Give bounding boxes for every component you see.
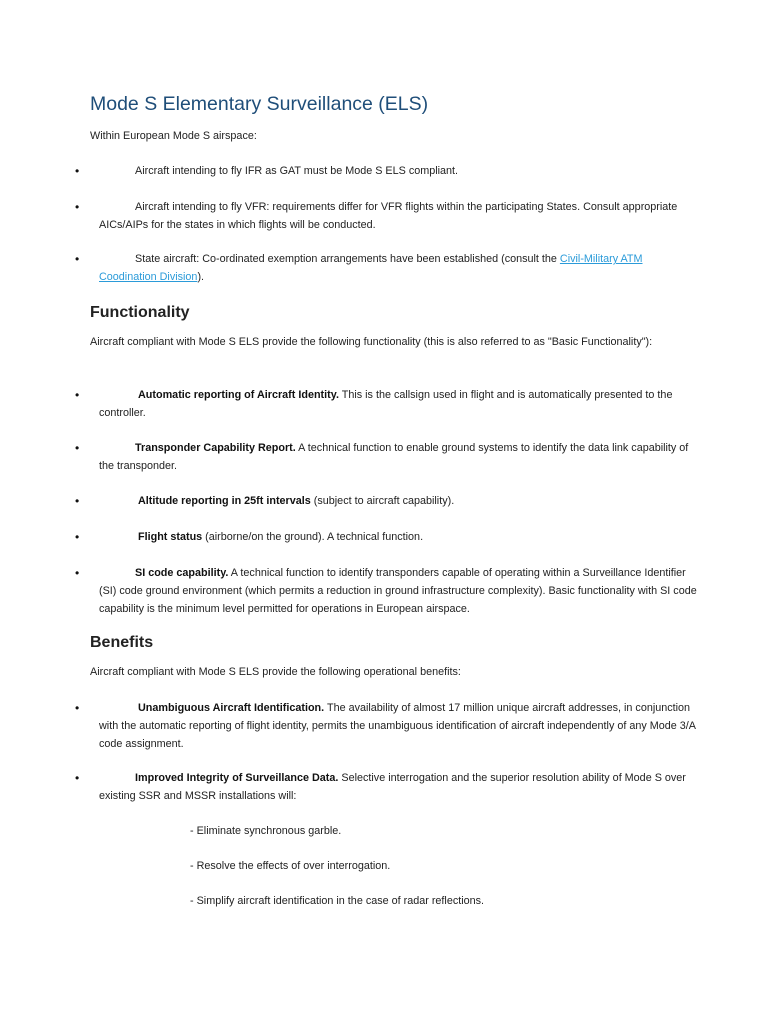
bullet-icon: •	[75, 530, 80, 544]
intro-text: Within European Mode S airspace:	[90, 130, 257, 142]
list-item: Altitude reporting in 25ft intervals (subject to aircraft capability).	[138, 495, 455, 507]
bullet-icon: •	[75, 566, 80, 580]
list-item: SI code capability. A technical function to identify transponders capable of operating within a Surveillance Identifier (SI) code ground environment (which permits a reduction in ground infrastructure complexity). Basic functionality with SI code capability is the minimum level permitted for operations in European airspace.	[99, 567, 697, 615]
list-item: Aircraft intending to fly VFR: requirements differ for VFR flights within the participating States. Consult appropriate AICs/AIPs for the states in which flights will be conducted.	[99, 201, 678, 231]
bullet-icon: •	[75, 164, 80, 178]
bullet-icon: •	[75, 494, 80, 508]
list-item: Automatic reporting of Aircraft Identity. This is the callsign used in flight and is automatically presented to the controller.	[99, 389, 673, 419]
list-item: Aircraft intending to fly IFR as GAT must be Mode S ELS compliant.	[135, 165, 459, 177]
sub-item: - Eliminate synchronous garble.	[190, 825, 342, 837]
bullet-icon: •	[75, 252, 80, 266]
page-title: Mode S Elementary Surveillance (ELS)	[90, 93, 429, 115]
sub-item: - Resolve the effects of over interrogation.	[190, 860, 391, 872]
list-item: Flight status (airborne/on the ground). A technical function.	[138, 531, 424, 543]
bullet-icon: •	[75, 771, 80, 785]
benefits-intro: Aircraft compliant with Mode S ELS provide the following operational benefits:	[90, 666, 461, 678]
bullet-icon: •	[75, 701, 80, 715]
list-item: Unambiguous Aircraft Identification. The availability of almost 17 million unique aircraft addresses, in conjunction with the automatic reporting of flight identity, permits the unambiguous identification of aircraft independently of any Mode 3/A code assignment.	[99, 702, 696, 750]
bullet-icon: •	[75, 200, 80, 214]
benefits-heading: Benefits	[90, 634, 154, 651]
functionality-intro: Aircraft compliant with Mode S ELS provide the following functionality (this is also referred to as "Basic Functionality"):	[90, 336, 653, 348]
list-item: Transponder Capability Report. A technical function to enable ground systems to identify the data link capability of the transponder.	[99, 442, 689, 472]
list-item: Improved Integrity of Surveillance Data. Selective interrogation and the superior resolution ability of Mode S over existing SSR and MSSR installations will:	[99, 772, 686, 802]
functionality-heading: Functionality	[90, 304, 190, 321]
bullet-icon: •	[75, 388, 80, 402]
list-item: State aircraft: Co-ordinated exemption arrangements have been established (consult the Civil-Military ATM Coodination Division).	[99, 253, 643, 283]
sub-item: - Simplify aircraft identification in the case of radar reflections.	[190, 895, 485, 907]
bullet-icon: •	[75, 441, 80, 455]
civil-military-atm-link[interactable]: Civil-Military ATM Coodination Division	[99, 253, 643, 283]
